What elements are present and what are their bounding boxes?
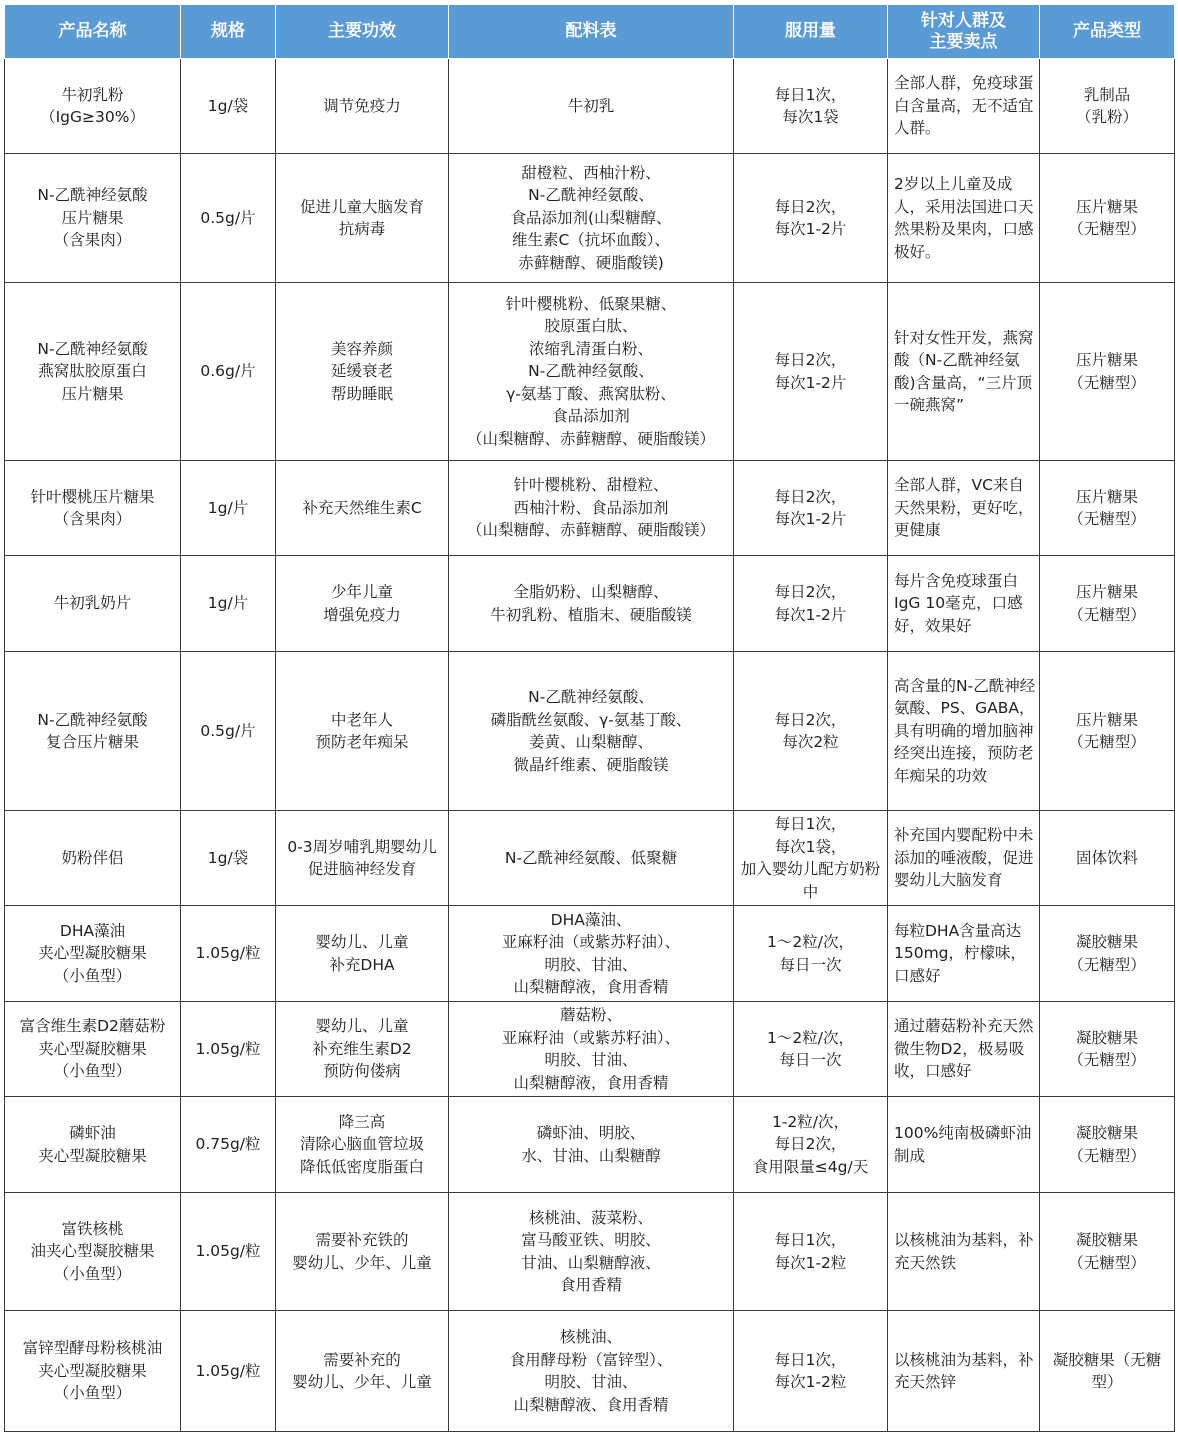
table-row bbox=[5, 1002, 1175, 1097]
cell-product-name: N-乙酰神经氨酸 压片糖果 （含果肉） bbox=[5, 154, 181, 283]
cell-spec: 1g/片 bbox=[181, 556, 276, 652]
cell-dosage: 每日1次， 每次1袋 bbox=[734, 59, 888, 154]
cell-dosage: 每日1次， 每次1袋， 加入婴幼儿配方奶粉中 bbox=[734, 811, 888, 906]
cell-ingredients: DHA藻油、 亚麻籽油（或紫苏籽油）、 明胶、甘油、 山梨糖醇液，食用香精 bbox=[449, 906, 734, 1002]
cell-dosage: 1～2粒/次， 每日一次 bbox=[734, 906, 888, 1002]
cell-selling-point: 补充国内婴配粉中未添加的唾液酸，促进婴幼儿大脑发育 bbox=[888, 811, 1040, 906]
cell-effect: 婴幼儿、儿童 补充维生素D2 预防佝偻病 bbox=[276, 1002, 449, 1097]
cell-effect: 需要补充铁的 婴幼儿、少年、儿童 bbox=[276, 1193, 449, 1311]
cell-dosage: 每日2次， 每次1-2片 bbox=[734, 556, 888, 652]
cell-product-type: 凝胶糖果 （无糖型） bbox=[1040, 1002, 1175, 1097]
cell-effect: 美容养颜 延缓衰老 帮助睡眠 bbox=[276, 283, 449, 461]
cell-selling-point: 以核桃油为基料，补充天然铁 bbox=[888, 1193, 1040, 1311]
cell-spec: 1g/袋 bbox=[181, 59, 276, 154]
cell-ingredients: 全脂奶粉、山梨糖醇、 牛初乳粉、植脂末、硬脂酸镁 bbox=[449, 556, 734, 652]
cell-product-name: 奶粉伴侣 bbox=[5, 811, 181, 906]
table-row bbox=[5, 811, 1175, 906]
cell-product-type: 凝胶糖果 （无糖型） bbox=[1040, 1193, 1175, 1311]
cell-product-type: 压片糖果 （无糖型） bbox=[1040, 461, 1175, 556]
table-row bbox=[5, 283, 1175, 461]
table-row bbox=[5, 1097, 1175, 1193]
header-product-name: 产品名称 bbox=[5, 5, 181, 59]
cell-selling-point: 100%纯南极磷虾油制成 bbox=[888, 1097, 1040, 1193]
table-row bbox=[5, 59, 1175, 154]
cell-spec: 0.75g/粒 bbox=[181, 1097, 276, 1193]
cell-product-type: 压片糖果 （无糖型） bbox=[1040, 556, 1175, 652]
cell-spec: 1.05g/粒 bbox=[181, 1311, 276, 1432]
cell-ingredients: 牛初乳 bbox=[449, 59, 734, 154]
cell-dosage: 每日2次， 每次1-2片 bbox=[734, 461, 888, 556]
cell-product-name: 富锌型酵母粉核桃油 夹心型凝胶糖果 （小鱼型） bbox=[5, 1311, 181, 1432]
cell-ingredients: 磷虾油、明胶、 水、甘油、山梨糖醇 bbox=[449, 1097, 734, 1193]
cell-product-name: 富含维生素D2蘑菇粉 夹心型凝胶糖果 （小鱼型） bbox=[5, 1002, 181, 1097]
header-row bbox=[5, 5, 1175, 59]
cell-ingredients: N-乙酰神经氨酸、低聚糖 bbox=[449, 811, 734, 906]
cell-spec: 0.5g/片 bbox=[181, 652, 276, 811]
cell-dosage: 1-2粒/次， 每日2次， 食用限量≤4g/天 bbox=[734, 1097, 888, 1193]
cell-product-type: 凝胶糖果（无糖型） bbox=[1040, 1311, 1175, 1432]
cell-effect: 婴幼儿、儿童 补充DHA bbox=[276, 906, 449, 1002]
header-dosage: 服用量 bbox=[734, 5, 888, 59]
cell-product-name: N-乙酰神经氨酸 燕窝肽胶原蛋白 压片糖果 bbox=[5, 283, 181, 461]
cell-selling-point: 针对女性开发，燕窝酸（N-乙酰神经氨酸)含量高，“三片顶一碗燕窝” bbox=[888, 283, 1040, 461]
cell-product-name: 针叶樱桃压片糖果 （含果肉） bbox=[5, 461, 181, 556]
cell-effect: 0-3周岁哺乳期婴幼儿 促进脑神经发育 bbox=[276, 811, 449, 906]
cell-ingredients: 甜橙粒、西柚汁粉、 N-乙酰神经氨酸、 食品添加剂(山梨糖醇、 维生素C（抗坏血酸）、 赤藓糖醇、硬脂酸镁) bbox=[449, 154, 734, 283]
cell-dosage: 每日1次， 每次1-2粒 bbox=[734, 1193, 888, 1311]
table-row bbox=[5, 652, 1175, 811]
table-row bbox=[5, 1193, 1175, 1311]
cell-effect: 促进儿童大脑发育 抗病毒 bbox=[276, 154, 449, 283]
cell-selling-point: 全部人群，免疫球蛋白含量高，无不适宜人群。 bbox=[888, 59, 1040, 154]
header-spec: 规格 bbox=[181, 5, 276, 59]
cell-dosage: 每日1次， 每次1-2粒 bbox=[734, 1311, 888, 1432]
cell-spec: 1.05g/粒 bbox=[181, 1002, 276, 1097]
cell-product-type: 固体饮料 bbox=[1040, 811, 1175, 906]
table-row bbox=[5, 1311, 1175, 1432]
cell-spec: 1g/片 bbox=[181, 461, 276, 556]
cell-selling-point: 通过蘑菇粉补充天然微生物D2，极易吸收，口感好 bbox=[888, 1002, 1040, 1097]
cell-product-name: DHA藻油 夹心型凝胶糖果 （小鱼型） bbox=[5, 906, 181, 1002]
cell-effect: 降三高 清除心脑血管垃圾 降低低密度脂蛋白 bbox=[276, 1097, 449, 1193]
cell-effect: 中老年人 预防老年痴呆 bbox=[276, 652, 449, 811]
cell-product-name: 磷虾油 夹心型凝胶糖果 bbox=[5, 1097, 181, 1193]
header-target-selling: 针对人群及 主要卖点 bbox=[888, 5, 1040, 59]
cell-selling-point: 每粒DHA含量高达150mg，柠檬味，口感好 bbox=[888, 906, 1040, 1002]
cell-ingredients: 针叶樱桃粉、甜橙粒、 西柚汁粉、食品添加剂 （山梨糖醇、赤藓糖醇、硬脂酸镁） bbox=[449, 461, 734, 556]
cell-selling-point: 全部人群，VC来自天然果粉，更好吃，更健康 bbox=[888, 461, 1040, 556]
cell-product-name: 牛初乳粉 （IgG≥30%） bbox=[5, 59, 181, 154]
table-row bbox=[5, 154, 1175, 283]
cell-product-name: N-乙酰神经氨酸 复合压片糖果 bbox=[5, 652, 181, 811]
cell-dosage: 每日2次， 每次1-2片 bbox=[734, 154, 888, 283]
cell-product-type: 压片糖果 （无糖型） bbox=[1040, 652, 1175, 811]
cell-selling-point: 高含量的N-乙酰神经氨酸、PS、GABA，具有明确的增加脑神经突出连接，预防老年痴呆的功效 bbox=[888, 652, 1040, 811]
cell-selling-point: 以核桃油为基料，补充天然锌 bbox=[888, 1311, 1040, 1432]
cell-effect: 少年儿童 增强免疫力 bbox=[276, 556, 449, 652]
cell-product-type: 凝胶糖果 （无糖型） bbox=[1040, 906, 1175, 1002]
cell-dosage: 1～2粒/次， 每日一次 bbox=[734, 1002, 888, 1097]
header-effect: 主要功效 bbox=[276, 5, 449, 59]
cell-spec: 1g/袋 bbox=[181, 811, 276, 906]
header-product-type: 产品类型 bbox=[1040, 5, 1175, 59]
cell-product-type: 压片糖果 （无糖型） bbox=[1040, 283, 1175, 461]
table-row bbox=[5, 461, 1175, 556]
cell-product-type: 压片糖果 （无糖型） bbox=[1040, 154, 1175, 283]
product-table bbox=[4, 4, 1175, 1432]
cell-ingredients: N-乙酰神经氨酸、 磷脂酰丝氨酸、γ-氨基丁酸、 姜黄、山梨糖醇、 微晶纤维素、硬脂酸镁 bbox=[449, 652, 734, 811]
cell-effect: 补充天然维生素C bbox=[276, 461, 449, 556]
cell-ingredients: 核桃油、 食用酵母粉（富锌型）、 明胶、甘油、 山梨糖醇液、食用香精 bbox=[449, 1311, 734, 1432]
cell-product-type: 凝胶糖果 （无糖型） bbox=[1040, 1097, 1175, 1193]
cell-product-name: 牛初乳奶片 bbox=[5, 556, 181, 652]
cell-selling-point: 2岁以上儿童及成人，采用法国进口天然果粉及果肉，口感极好。 bbox=[888, 154, 1040, 283]
cell-dosage: 每日2次， 每次2粒 bbox=[734, 652, 888, 811]
cell-product-type: 乳制品 （乳粉） bbox=[1040, 59, 1175, 154]
cell-spec: 0.5g/片 bbox=[181, 154, 276, 283]
cell-ingredients: 核桃油、菠菜粉、 富马酸亚铁、明胶、 甘油、山梨糖醇液、 食用香精 bbox=[449, 1193, 734, 1311]
cell-spec: 1.05g/粒 bbox=[181, 906, 276, 1002]
cell-effect: 需要补充的 婴幼儿、少年、儿童 bbox=[276, 1311, 449, 1432]
cell-ingredients: 针叶樱桃粉、低聚果糖、 胶原蛋白肽、 浓缩乳清蛋白粉、 N-乙酰神经氨酸、 γ-氨基丁酸、燕窝肽粉、 食品添加剂 （山梨糖醇、赤藓糖醇、硬脂酸镁） bbox=[449, 283, 734, 461]
cell-dosage: 每日2次， 每次1-2片 bbox=[734, 283, 888, 461]
cell-selling-point: 每片含免疫球蛋白IgG 10毫克，口感好，效果好 bbox=[888, 556, 1040, 652]
cell-product-name: 富铁核桃 油夹心型凝胶糖果 （小鱼型） bbox=[5, 1193, 181, 1311]
header-ingredients: 配料表 bbox=[449, 5, 734, 59]
table-row bbox=[5, 556, 1175, 652]
table-row bbox=[5, 906, 1175, 1002]
cell-spec: 0.6g/片 bbox=[181, 283, 276, 461]
cell-spec: 1.05g/粒 bbox=[181, 1193, 276, 1311]
cell-ingredients: 蘑菇粉、 亚麻籽油（或紫苏籽油）、 明胶、甘油、 山梨糖醇液，食用香精 bbox=[449, 1002, 734, 1097]
cell-effect: 调节免疫力 bbox=[276, 59, 449, 154]
